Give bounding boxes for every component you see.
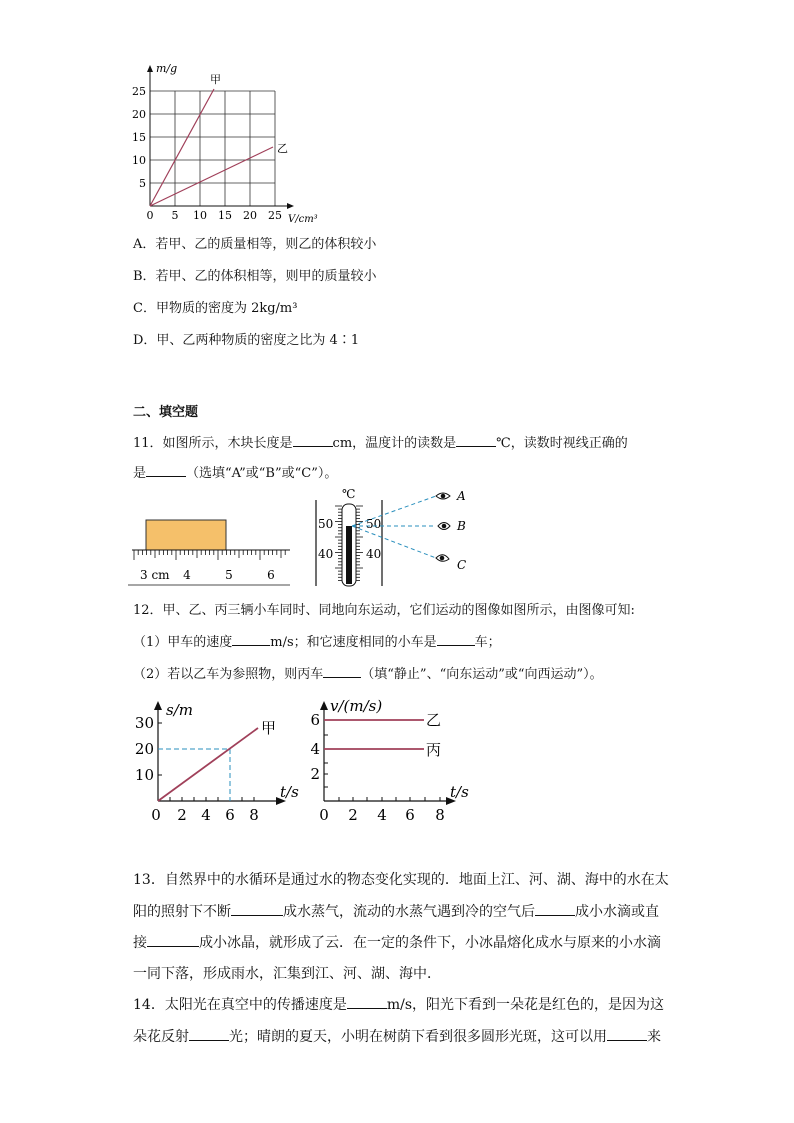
x-tick: 8 — [435, 806, 445, 824]
eye-label: B — [457, 519, 466, 533]
q13-line2 — [133, 901, 659, 921]
y-tick: 15 — [132, 131, 146, 144]
ruler-label: 4 — [183, 568, 191, 582]
series-jia-line — [158, 728, 258, 801]
x-tick: 5 — [171, 209, 179, 222]
q13-line1: 13．自然界中的水循环是通过水的物态变化实现的．地面上江、河、湖、海中的水在太 — [133, 872, 669, 888]
thermometer-unit: ℃ — [342, 487, 356, 501]
option-c: C．甲物质的密度为 2kg/m³ — [133, 301, 298, 316]
x-tick: 2 — [348, 806, 358, 824]
y-tick: 20 — [132, 108, 146, 121]
ruler-label: 3 cm — [140, 568, 170, 582]
y-tick: 30 — [134, 714, 154, 732]
velocity-time-graph — [308, 693, 483, 828]
q14-text: 光；晴朗的夏天，小明在树荫下看到很多圆形光斑，这可以用 — [229, 1029, 607, 1045]
x-tick: 0 — [146, 209, 154, 222]
eye-icon — [438, 523, 450, 530]
x-tick: 0 — [151, 806, 161, 824]
q11-text: ℃，读数时视线正确的 — [496, 436, 628, 451]
q13-line3 — [133, 932, 661, 952]
x-tick: 8 — [249, 806, 259, 824]
thermometer-column — [346, 526, 352, 584]
option-a: A．若甲、乙的质量相等，则乙的体积较小 — [133, 237, 377, 252]
eye-icon — [436, 493, 450, 499]
ruler-figure — [128, 515, 296, 587]
q12-text: （1）甲车的速度 — [133, 635, 233, 650]
eye-icon — [436, 555, 449, 562]
thermo-label-right: 50 — [366, 517, 382, 531]
q12-text: （填“静止”、“向东运动”或“向西运动”）。 — [361, 667, 603, 682]
y-tick: 10 — [132, 154, 146, 167]
q14-line1 — [133, 994, 664, 1014]
x-axis-label: V/cm³ — [288, 214, 318, 225]
x-tick: 20 — [243, 209, 257, 222]
q13-text: 成小水滴或直 — [575, 904, 659, 920]
y-tick: 5 — [139, 177, 146, 190]
x-tick: 6 — [405, 806, 415, 824]
q12-sub1 — [133, 631, 501, 650]
label-yi: 乙 — [277, 142, 288, 155]
series-label-bing: 丙 — [426, 741, 442, 759]
q13-line4: 一同下落，形成雨水，汇集到江、河、湖、海中． — [133, 966, 441, 982]
sight-lines — [352, 496, 436, 558]
q14-blank-color[interactable] — [189, 1040, 229, 1041]
q13-text: 接 — [133, 935, 147, 951]
q12-blank-motion[interactable] — [323, 677, 361, 678]
series-label-yi: 乙 — [426, 711, 442, 729]
q11-text: cm，温度计的读数是 — [332, 436, 457, 451]
q11-blank-temperature[interactable] — [456, 446, 496, 447]
q11-text: 是 — [133, 466, 147, 481]
x-tick: 6 — [225, 806, 235, 824]
q11-text: 11．如图所示，木块长度是 — [133, 436, 293, 451]
label-jia: 甲 — [210, 73, 221, 86]
y-axis-label: v/(m/s) — [330, 697, 383, 715]
thermo-label-left: 40 — [318, 547, 334, 561]
q13-text: 成小冰晶，就形成了云．在一定的条件下，小冰晶熔化成水与原来的小水滴 — [199, 935, 661, 951]
q11-blank-length[interactable] — [293, 446, 333, 447]
q11-text: （选填“A”或“B”或“C”）。 — [186, 466, 338, 481]
thermo-label-right: 40 — [366, 547, 382, 561]
x-tick: 10 — [193, 209, 207, 222]
q13-blank-2[interactable] — [535, 915, 575, 916]
q13-text: 阳的照射下不断 — [133, 904, 231, 920]
q13-text: 成水蒸气，流动的水蒸气遇到冷的空气后 — [283, 904, 535, 920]
x-tick: 15 — [218, 209, 232, 222]
series-yi-line — [150, 147, 273, 206]
x-tick: 0 — [319, 806, 329, 824]
graph-grid — [150, 91, 275, 206]
option-d: D．甲、乙两种物质的密度之比为 4∶1 — [133, 333, 360, 348]
series-label-jia: 甲 — [261, 719, 277, 737]
q14-text: 朵花反射 — [133, 1029, 189, 1045]
wooden-block — [146, 520, 226, 550]
series-jia-line — [150, 89, 214, 206]
y-tick: 20 — [134, 740, 154, 758]
x-axis-label: t/s — [280, 783, 299, 801]
q14-text: 来 — [647, 1029, 661, 1045]
option-b: B．若甲、乙的体积相等，则甲的质量较小 — [133, 269, 377, 284]
y-tick: 4 — [310, 740, 320, 758]
thermometer-figure — [308, 482, 478, 592]
distance-time-graph — [128, 693, 306, 828]
q12-text: m/s；和它速度相同的小车是 — [270, 635, 437, 650]
q11-line2 — [133, 462, 337, 481]
y-tick: 2 — [310, 765, 320, 783]
y-tick: 10 — [134, 766, 154, 784]
eye-label: C — [457, 558, 467, 572]
q12-blank-speed[interactable] — [232, 645, 270, 646]
q13-blank-1[interactable] — [231, 915, 283, 916]
x-axis-label: t/s — [450, 783, 469, 801]
q14-blank-speed[interactable] — [347, 1008, 387, 1009]
q12-sub2 — [133, 663, 603, 682]
ruler-ticks — [134, 550, 285, 560]
ruler-label: 5 — [225, 568, 233, 582]
x-tick: 4 — [377, 806, 387, 824]
x-tick: 25 — [268, 209, 282, 222]
q13-blank-3[interactable] — [147, 946, 199, 947]
eye-label: A — [457, 489, 466, 503]
q12-blank-car[interactable] — [437, 645, 475, 646]
q14-text: m/s，阳光下看到一朵花是红色的，是因为这 — [386, 997, 665, 1013]
y-axis-label: m/g — [156, 62, 178, 75]
ruler-label: 6 — [267, 568, 275, 582]
mass-volume-graph — [125, 55, 325, 225]
x-tick: 4 — [201, 806, 211, 824]
y-tick: 6 — [310, 711, 320, 729]
q12-stem: 12．甲、乙、丙三辆小车同时、同地向东运动，它们运动的图像如图所示，由图像可知: — [133, 603, 635, 618]
q12-text: 车； — [474, 635, 501, 650]
q11-line1 — [133, 432, 628, 451]
q14-blank-principle[interactable] — [607, 1040, 647, 1041]
x-tick: 2 — [177, 806, 187, 824]
section-title: 二、填空题 — [133, 405, 199, 420]
q14-text: 14．太阳光在真空中的传播速度是 — [133, 997, 347, 1013]
q14-line2 — [133, 1026, 661, 1046]
q12-text: （2）若以乙车为参照物，则丙车 — [133, 667, 324, 682]
y-axis-label: s/m — [166, 701, 193, 719]
q11-blank-sightline[interactable] — [146, 476, 186, 477]
thermo-label-left: 50 — [318, 517, 334, 531]
y-tick: 25 — [132, 85, 146, 98]
